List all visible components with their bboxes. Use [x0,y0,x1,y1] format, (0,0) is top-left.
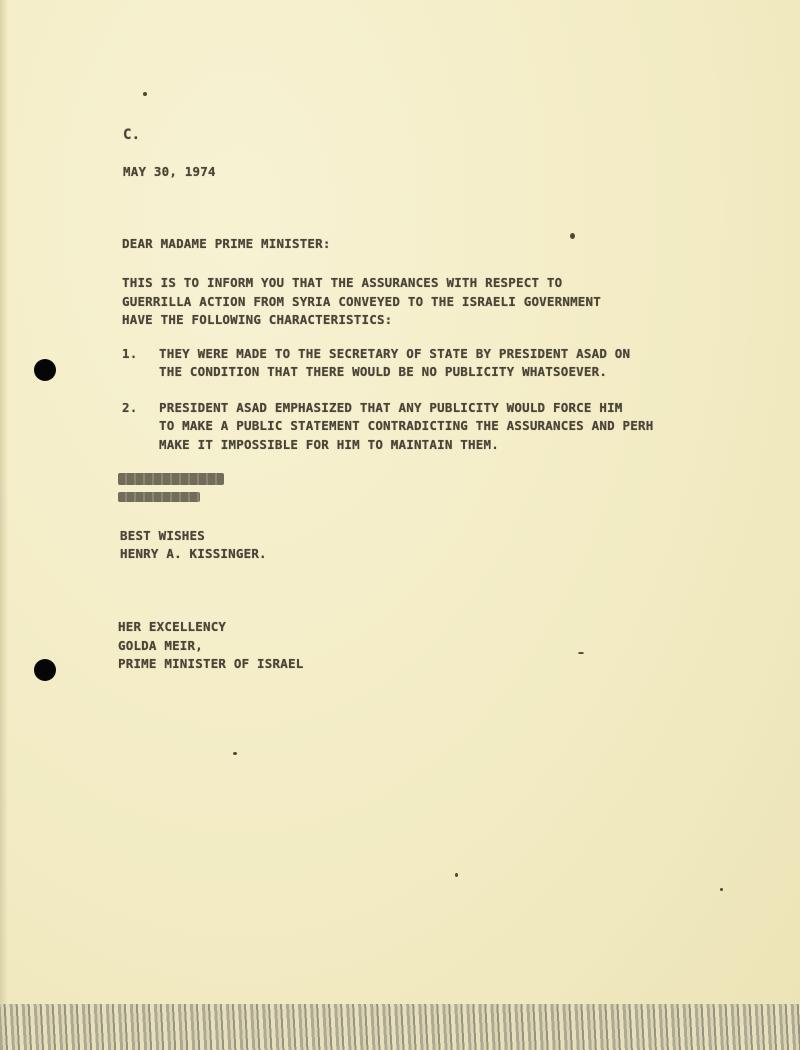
copy-mark: C. [123,127,141,143]
struck-out-text [118,473,224,485]
salutation: DEAR MADAME PRIME MINISTER: [122,236,331,251]
scan-edge-band [0,1004,800,1050]
letter-date: MAY 30, 1974 [123,164,216,179]
recipient-line: PRIME MINISTER OF ISRAEL [118,656,304,671]
point-line: THEY WERE MADE TO THE SECRETARY OF STATE BY PRESIDENT ASAD ON [159,346,631,361]
recipient-line: HER EXCELLENCY [118,619,227,634]
scan-speck [233,752,237,755]
intro-line: GUERRILLA ACTION FROM SYRIA CONVEYED TO THE ISRAELI GOVERNMENT [122,294,601,309]
scan-speck [578,652,584,654]
intro-line: THIS IS TO INFORM YOU THAT THE ASSURANCES WITH RESPECT TO [122,275,563,290]
point-line: PRESIDENT ASAD EMPHASIZED THAT ANY PUBLICITY WOULD FORCE HIM [159,400,623,415]
signature: HENRY A. KISSINGER. [120,546,267,561]
scan-speck [570,233,575,239]
point-number: 1. [122,346,138,361]
scan-speck [143,92,147,96]
punch-hole-top [34,359,56,381]
closing: BEST WISHES [120,528,205,543]
page-edge-shadow [0,0,8,1050]
scan-speck [455,873,458,877]
struck-out-text [118,492,200,502]
point-number: 2. [122,400,138,415]
point-line: THE CONDITION THAT THERE WOULD BE NO PUBLICITY WHATSOEVER. [159,364,608,379]
point-line: MAKE IT IMPOSSIBLE FOR HIM TO MAINTAIN THEM. [159,437,499,452]
recipient-line: GOLDA MEIR, [118,638,203,653]
punch-hole-bottom [34,659,56,681]
scan-speck [720,888,723,891]
intro-line: HAVE THE FOLLOWING CHARACTERISTICS: [122,312,393,327]
point-line: TO MAKE A PUBLIC STATEMENT CONTRADICTING THE ASSURANCES AND PERH [159,418,654,433]
